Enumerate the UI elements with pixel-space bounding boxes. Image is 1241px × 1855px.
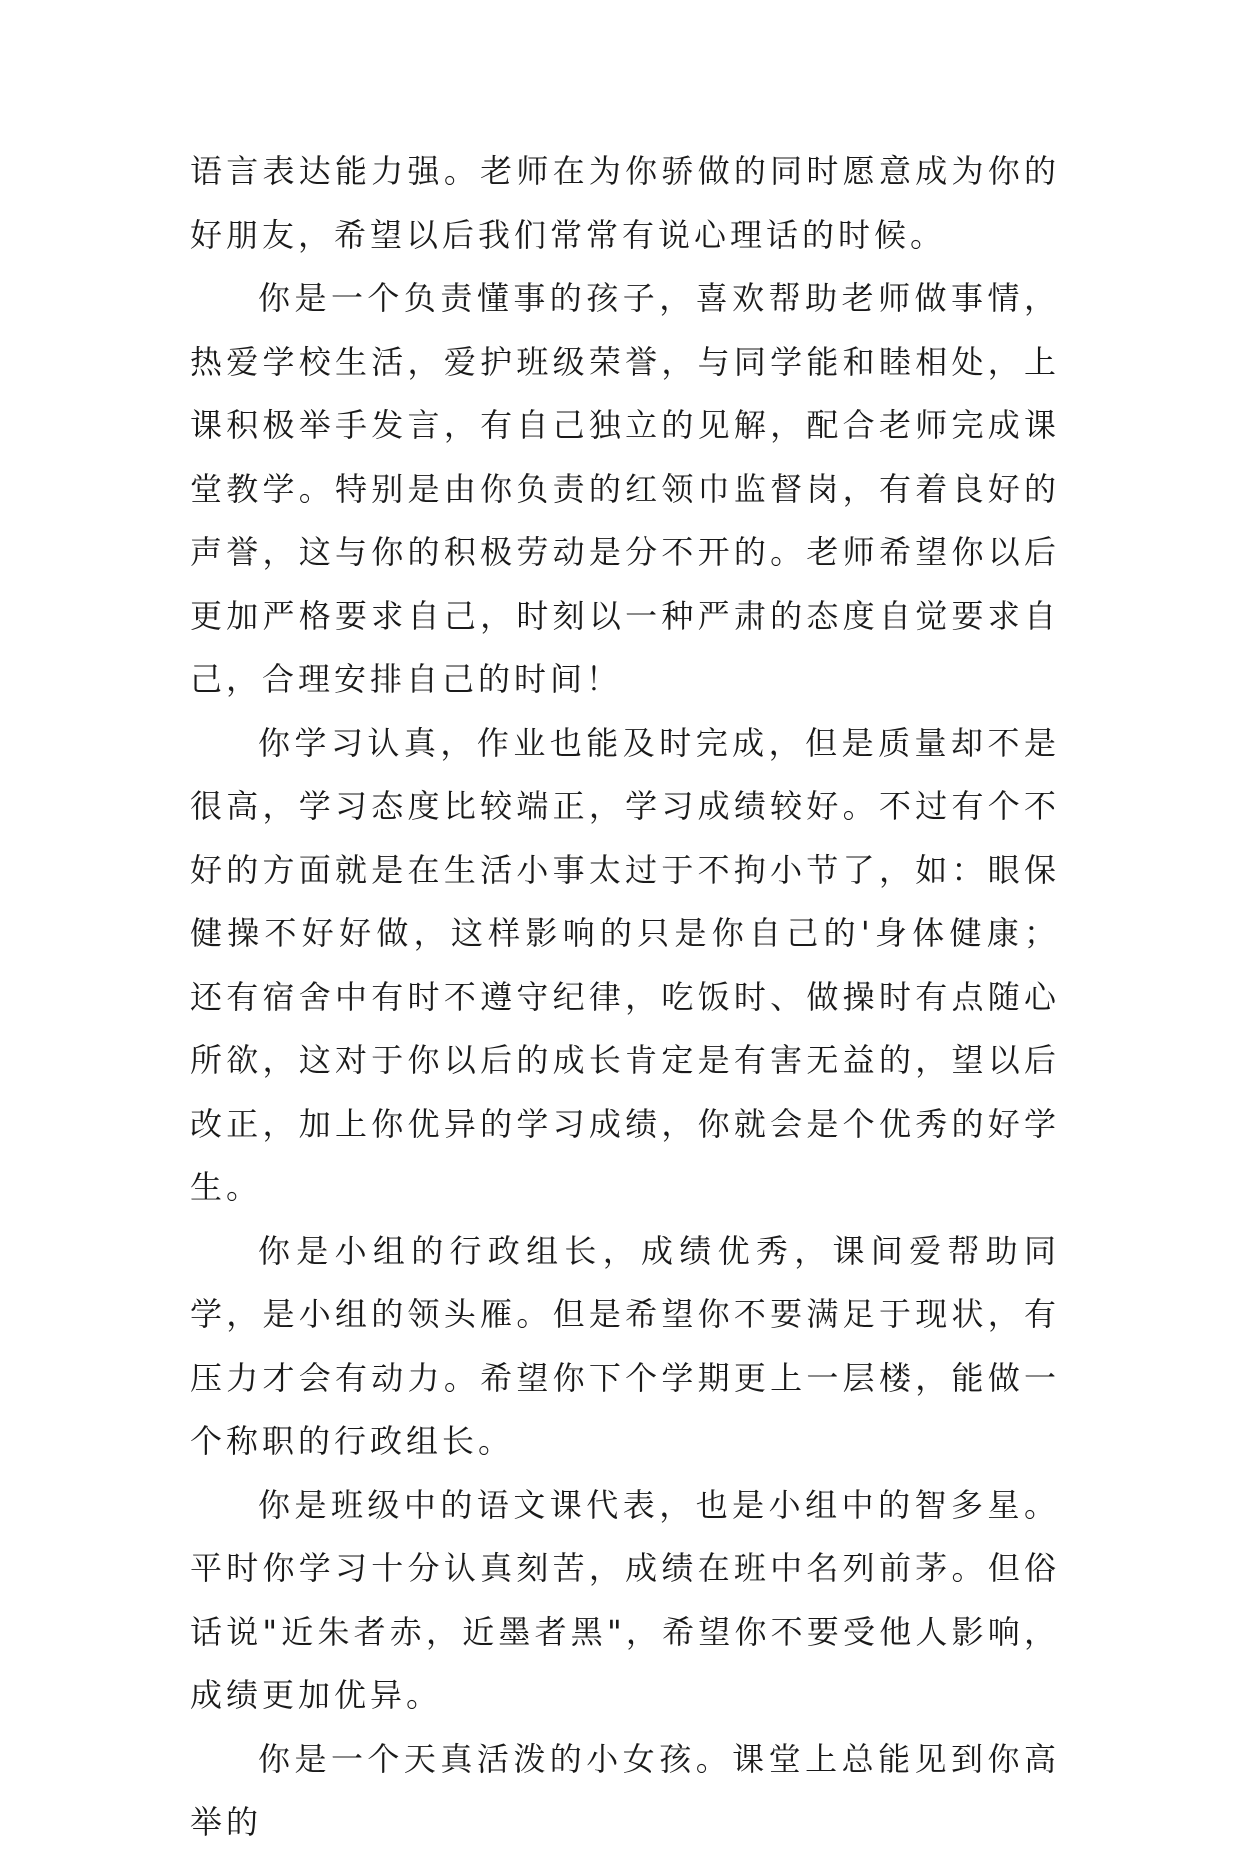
paragraph-6: 你是一个天真活泼的小女孩。课堂上总能见到你高举的 <box>190 1739 1060 1841</box>
document-body <box>190 140 1060 1855</box>
paragraph-2: 你是一个负责懂事的孩子，喜欢帮助老师做事情，热爱学校生活，爱护班级荣誉，与同学能和睦相处，上课积极举手发言，有自己独立的见解，配合老师完成课堂教学。特别是由你负责的红领巾监督岗，有着良好的声誉，这与你的积极劳动是分不开的。老师希望你以后更加严格要求自己，时刻以一种严肃的态度自觉要求自己，合理安排自己的时间！ <box>190 279 1060 698</box>
paragraph-5: 你是班级中的语文课代表，也是小组中的智多星。平时你学习十分认真刻苦，成绩在班中名列前茅。但俗话说"近朱者赤，近墨者黑"，希望你不要受他人影响，成绩更加优异。 <box>190 1485 1060 1714</box>
paragraph-1: 语言表达能力强。老师在为你骄做的同时愿意成为你的好朋友，希望以后我们常常有说心理话的时候。 <box>190 152 1060 254</box>
paragraph-4: 你是小组的行政组长，成绩优秀，课间爱帮助同学，是小组的领头雁。但是希望你不要满足于现状，有压力才会有动力。希望你下个学期更上一层楼，能做一个称职的行政组长。 <box>190 1231 1060 1460</box>
paragraph-3: 你学习认真，作业也能及时完成，但是质量却不是很高，学习态度比较端正，学习成绩较好。不过有个不好的方面就是在生活小事太过于不拘小节了，如：眼保健操不好好做，这样影响的只是你自己的'身体健康；还有宿舍中有时不遵守纪律，吃饭时、做操时有点随心所欲，这对于你以后的成长肯定是有害无益的，望以后改正，加上你优异的学习成绩，你就会是个优秀的好学生。 <box>190 723 1060 1206</box>
